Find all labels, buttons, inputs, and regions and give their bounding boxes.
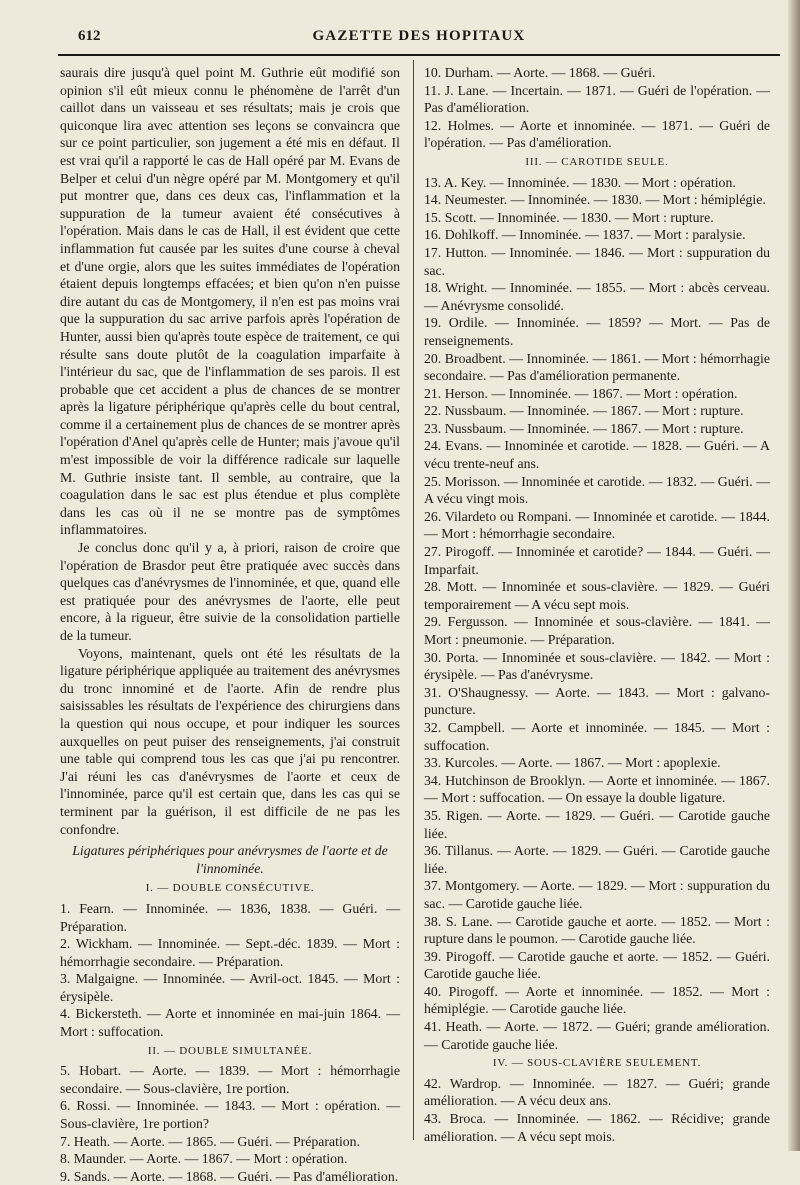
left-column xyxy=(60,64,400,1185)
case-entry-21: 21. Herson. — Innominée. — 1867. — Mort : opération. xyxy=(424,385,738,401)
case-entry-40: 40. Pirogoff. — Aorte et innominée. — 1852. — Mort : hémiplégie. — Carotide gauche liée. xyxy=(424,983,770,1017)
case-entry-16: 16. Dohlkoff. — Innominée. — 1837. — Mort : paralysie. xyxy=(424,227,746,243)
paragraph-3: Voyons, maintenant, quels ont été les résultats de la ligature périphérique appliquée au traitement des anévrysmes du tronc innominé et de l'aorte. Afin de rendre plus saisissables les résultats de l'expérience des chirurgiens dans la question qui nous occupe, et pour indiquer les sources auxquelles on peut puiser des renseignements, j'ai construit une table qui comprend tous les cas que j'ai pu rencontrer. J'ai réuni les cas d'anévrysmes de l'aorte et ceux de l'innominée, parce qu'il est certain que, dans les cas qui se terminent par la guérison, il est difficile de ne pas les confondre. xyxy=(60,645,400,837)
case-entry-2: 2. Wickham. — Innominée. — Sept.-déc. 1839. — Mort : hémorrhagie secondaire. — Préparation. xyxy=(60,936,400,969)
case-entry-33: 33. Kurcoles. — Aorte. — 1867. — Mort : apoplexie. xyxy=(424,755,721,771)
case-entry-13: 13. A. Key. — Innominée. — 1830. — Mort : opération. xyxy=(424,174,736,190)
case-entry-38: 38. S. Lane. — Carotide gauche et aorte. — 1852. — Mort : rupture dans le poumon. — Carotide gauche liée. xyxy=(424,913,770,947)
case-entry-31: 31. O'Shaugnessy. — Aorte. — 1843. — Mort : galvano-puncture. xyxy=(424,684,770,718)
section-heading-1: I. — DOUBLE CONSÉCUTIVE. xyxy=(145,882,315,895)
case-entry-4: 4. Bickersteth. — Aorte et innominée en mai-juin 1864. — Mort : suffocation. xyxy=(60,1006,400,1040)
paragraph-1: saurais dire jusqu'à quel point M. Guthrie eût modifié son opinion s'il eût mieux connu le phénomène de l'arrêt d'un caillot dans un vaisseau et ses résultats; mais je crois que quiconque lira avec attention ses leçons se convaincra que sur ce point particulier, son jugement a été mis en défaut. Il est vrai qu'il a rapporté le cas de Hall opéré par M. Evans de Belper et celui d'un nègre opéré par M. Montgomery et qu'il put montrer que, dans ces deux cas, l'inflammation et la suppuration de la tumeur avaient été consécutives à l'opération. Mais dans le cas de Hall, il est évident que cette inflammation fut causée par les suites d'une course à cheval et d'une orgie, alors que les suites immédiates de l'opération étaient depuis longtemps effacées; et bien qu'on n'en puisse dire autant du cas de Montgomery, il n'en est pas moins vrai que la suppuration du sac arrive parfois après l'opération de Hunter, aussi bien qu'après toute espèce de traitement, ce qui résulte sans doute plutôt de la coagulation imparfaite à l'intérieur du sac, que de l'inflammation de ses parois. Il est probable que cet accident a plus de chances de se montrer après la ligature périphérique qu'après celle du bout central, comme il a certainement plus de chances de se montrer après l'opération d'Anel qu'après celle de Hunter; mais j'avoue qu'il m'est impossible de voir la différence radicale sur laquelle M. Guthrie insiste tant. Il semble, au contraire, que la coagulation dans le sac est plus étendue et plus complète dans les cas où il ne se montre pas de symptômes inflammatoires. xyxy=(60,65,400,538)
section-heading-2: II. — DOUBLE SIMULTANÉE. xyxy=(147,1044,313,1057)
case-entry-17: 17. Hutton. — Innominée. — 1846. — Mort : suppuration du sac. xyxy=(424,244,770,278)
running-head xyxy=(58,20,780,56)
case-entry-26: 26. Vilardeto ou Rompani. — Innominée et carotide. — 1844. — Mort : hémorrhagie secondaire. xyxy=(424,508,770,542)
case-entry-8: 8. Maunder. — Aorte. — 1867. — Mort : opération. xyxy=(60,1151,348,1167)
case-entry-32: 32. Campbell. — Aorte et innominée. — 1845. — Mort : suffocation. xyxy=(424,719,770,753)
case-entry-14: 14. Neumester. — Innominée. — 1830. — Mort : hémiplégie. xyxy=(424,192,766,208)
case-entry-3: 3. Malgaigne. — Innominée. — Avril-oct. 1845. — Mort : érysipèle. xyxy=(60,971,400,1004)
case-entry-24: 24. Evans. — Innominée et carotide. — 1828. — Guéri. — A vécu trente-neuf ans. xyxy=(424,438,770,472)
case-entry-19: 19. Ordile. — Innominée. — 1859? — Mort. — Pas de renseignements. xyxy=(424,315,770,348)
case-entry-1: 1. Fearn. — Innominée. — 1836, 1838. — Guéri. — Préparation. xyxy=(60,900,400,934)
case-entry-20: 20. Broadbent. — Innominée. — 1861. — Mort : hémorrhagie secondaire. — Pas d'amélioration permanente. xyxy=(424,350,770,384)
case-entry-36: 36. Tillanus. — Aorte. — 1829. — Guéri. — Carotide gauche liée. xyxy=(424,843,770,876)
case-entry-11: 11. J. Lane. — Incertain. — 1871. — Guéri de l'opération. — Pas d'amélioration. xyxy=(424,82,770,116)
case-entry-10: 10. Durham. — Aorte. — 1868. — Guéri. xyxy=(424,65,656,80)
case-entry-18: 18. Wright. — Innominée. — 1855. — Mort : abcès cerveau. — Anévrysme consolidé. xyxy=(424,280,770,313)
section-heading-4: IV. — SOUS-CLAVIÈRE SEULEMENT. xyxy=(492,1057,702,1070)
case-entry-42: 42. Wardrop. — Innominée. — 1827. — Guéri; grande amélioration. — A vécu deux ans. xyxy=(424,1075,770,1109)
journal-title: GAZETTE DES HOPITAUX xyxy=(312,28,526,44)
case-entry-27: 27. Pirogoff. — Innominée et carotide? — 1844. — Guéri. — Imparfait. xyxy=(424,544,770,577)
case-entry-6: 6. Rossi. — Innominée. — 1843. — Mort : opération. — Sous-clavière, 1re portion? xyxy=(60,1098,400,1132)
case-entry-28: 28. Mott. — Innominée et sous-clavière. — 1829. — Guéri temporairement — A vécu sept mois. xyxy=(424,579,770,612)
page-edge-shadow xyxy=(788,0,800,1151)
case-entry-35: 35. Rigen. — Aorte. — 1829. — Guéri. — Carotide gauche liée. xyxy=(424,807,770,841)
case-entry-37: 37. Montgomery. — Aorte. — 1829. — Mort : suppuration du sac. — Carotide gauche liée. xyxy=(424,878,770,911)
case-entry-25: 25. Morisson. — Innominée et carotide. — 1832. — Guéri. — A vécu vingt mois. xyxy=(424,473,770,507)
right-column xyxy=(424,64,770,1145)
paragraph-2: Je conclus donc qu'il y a, à priori, raison de croire que l'opération de Brasdor peut être pratiquée avec succès dans quelques cas d'anévrysmes de l'innominée, et que, quand elle est pratiquée pour des anévrysmes de l'aorte, elle peut encore, à la rigueur, être suivie de la consolidation partielle de la tumeur. xyxy=(60,540,400,643)
case-entry-5: 5. Hobart. — Aorte. — 1839. — Mort : hémorrhagie secondaire. — Sous-clavière, 1re portion. xyxy=(60,1063,400,1096)
case-entry-7: 7. Heath. — Aorte. — 1865. — Guéri. — Préparation. xyxy=(60,1133,361,1149)
case-entry-9: 9. Sands. — Aorte. — 1868. — Guéri. — Pas d'amélioration. xyxy=(60,1168,399,1184)
case-entry-39: 39. Pirogoff. — Carotide gauche et aorte. — 1852. — Guéri. Carotide gauche liée. xyxy=(424,948,770,982)
page-number: 612 xyxy=(78,28,101,44)
case-entry-15: 15. Scott. — Innominée. — 1830. — Mort : rupture. xyxy=(424,209,714,225)
case-entry-30: 30. Porta. — Innominée et sous-clavière. — 1842. — Mort : érysipèle. — Pas d'anévrysme. xyxy=(424,649,770,683)
section-heading-3: III. — CAROTIDE SEULE. xyxy=(525,155,669,168)
case-entry-29: 29. Fergusson. — Innominée et sous-clavière. — 1841. — Mort : pneumonie. — Préparation. xyxy=(424,614,770,647)
column-divider xyxy=(413,60,414,1140)
case-entry-23: 23. Nussbaum. — Innominée. — 1867. — Mort : rupture. xyxy=(424,420,744,436)
case-entry-34: 34. Hutchinson de Brooklyn. — Aorte et innominée. — 1867. — Mort : suffocation. — On essaye la double ligature. xyxy=(424,772,770,806)
case-entry-43: 43. Broca. — Innominée. — 1862. — Récidive; grande amélioration. — A vécu sept mois. xyxy=(424,1111,770,1144)
case-entry-41: 41. Heath. — Aorte. — 1872. — Guéri; grande amélioration. — Carotide gauche liée. xyxy=(424,1019,770,1052)
case-entry-22: 22. Nussbaum. — Innominée. — 1867. — Mort : rupture. xyxy=(424,403,744,419)
table-heading: Ligatures périphériques pour anévrysmes de l'aorte et de l'innominée. xyxy=(72,843,388,876)
case-entry-12: 12. Holmes. — Aorte et innominée. — 1871. — Guéri de l'opération. — Pas d'amélioration. xyxy=(424,117,770,151)
